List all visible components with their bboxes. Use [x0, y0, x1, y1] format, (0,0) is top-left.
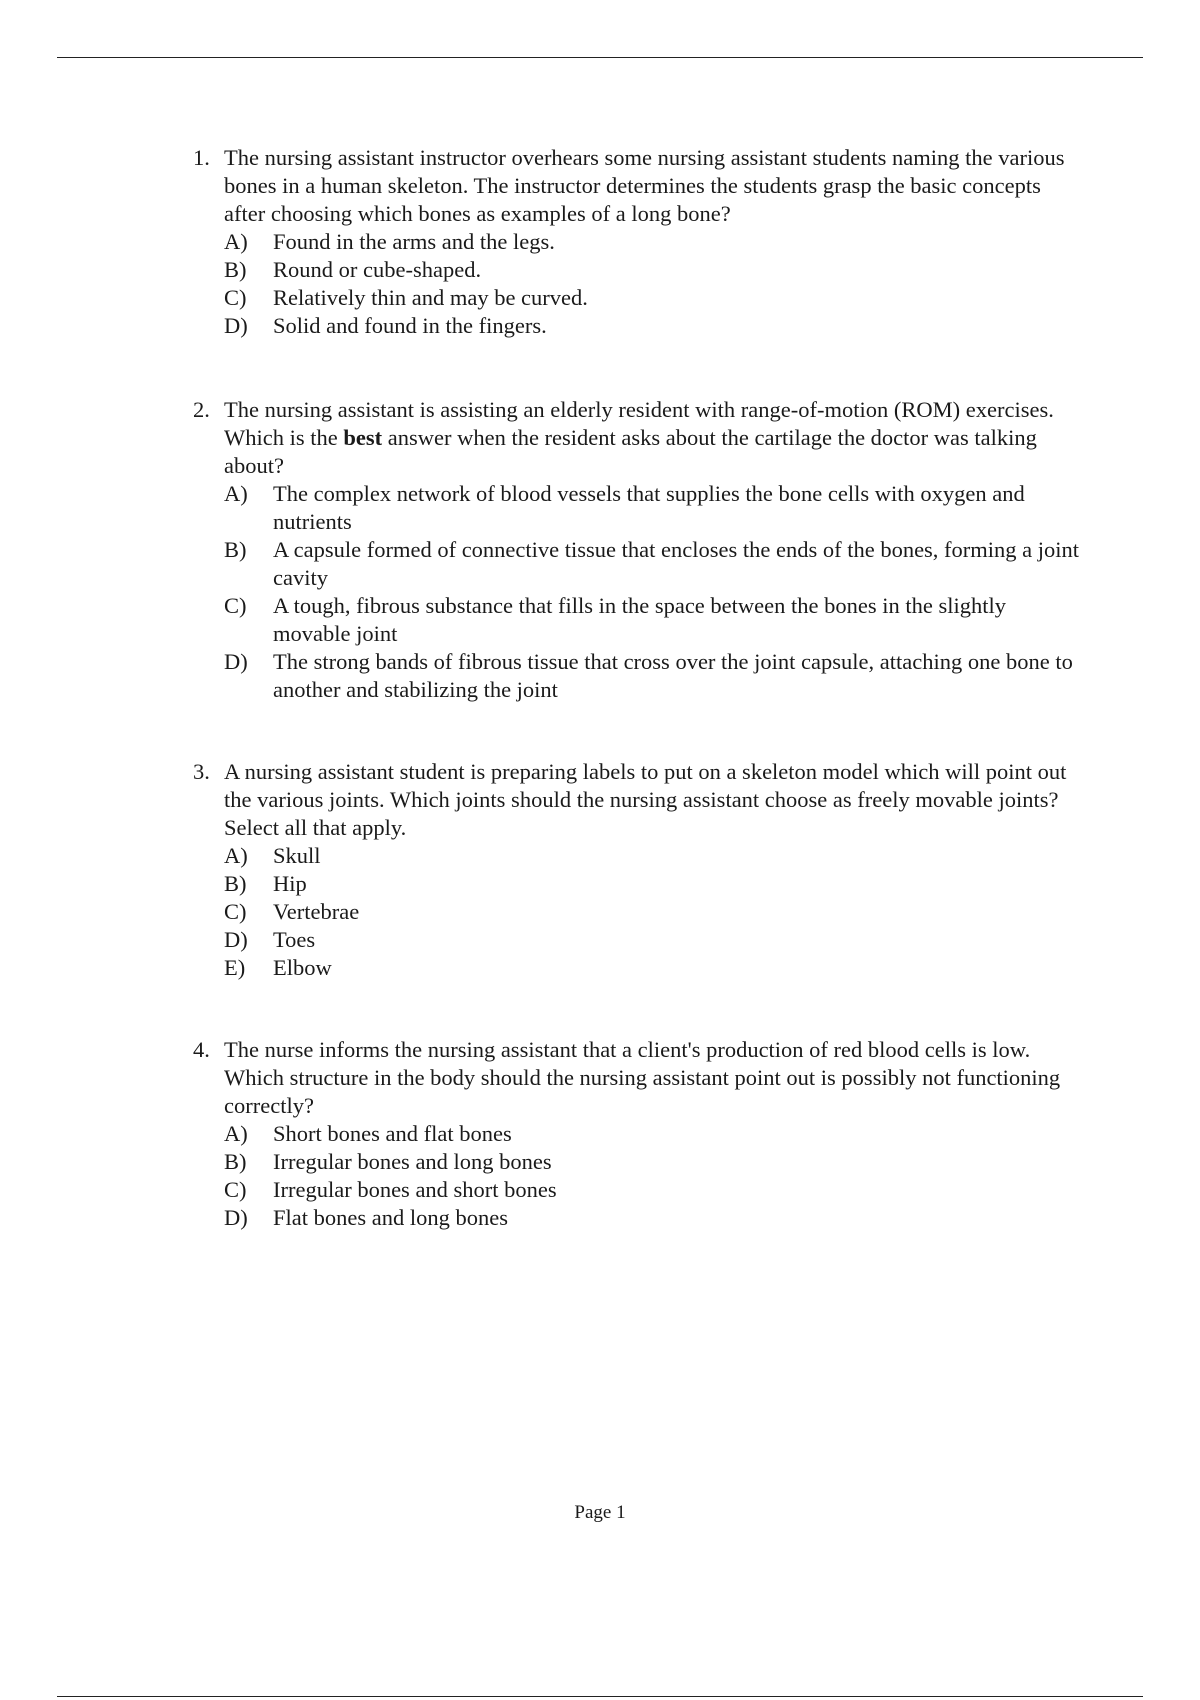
option-letter: D) — [224, 927, 248, 952]
answer-option[interactable] — [224, 256, 1093, 284]
answer-option[interactable] — [224, 898, 1093, 926]
emphasis-text: best — [343, 425, 383, 450]
option-letter: C) — [224, 899, 247, 924]
option-text: Hip — [273, 871, 307, 896]
option-letter: C) — [224, 1177, 247, 1202]
answer-option[interactable] — [224, 480, 1093, 536]
option-letter: B) — [224, 871, 247, 896]
option-text: Vertebrae — [273, 899, 360, 924]
option-letter: C) — [224, 593, 247, 618]
answer-option[interactable] — [224, 648, 1093, 704]
answer-options — [224, 842, 1093, 982]
answer-options — [224, 480, 1093, 704]
answer-option[interactable] — [224, 1148, 1093, 1176]
question-4 — [193, 1036, 1093, 1232]
answer-option[interactable] — [224, 228, 1093, 256]
option-letter: A) — [224, 229, 248, 254]
answer-option[interactable] — [224, 1176, 1093, 1204]
answer-option[interactable] — [224, 536, 1093, 592]
option-letter: B) — [224, 537, 247, 562]
option-letter: B) — [224, 1149, 247, 1174]
option-letter: D) — [224, 313, 248, 338]
option-text: Round or cube-shaped. — [273, 257, 482, 282]
answer-option[interactable] — [224, 926, 1093, 954]
answer-options — [224, 228, 1093, 340]
option-text: Skull — [273, 843, 321, 868]
answer-option[interactable] — [224, 1204, 1093, 1232]
option-text: A capsule formed of connective tissue that encloses the ends of the bones, forming a joint cavity — [273, 537, 1080, 590]
question-number: 1. — [193, 145, 210, 170]
question-text — [224, 396, 1086, 480]
option-text: Toes — [273, 927, 316, 952]
option-text: Relatively thin and may be curved. — [273, 285, 588, 310]
option-letter: A) — [224, 481, 248, 506]
question-number: 3. — [193, 759, 210, 784]
option-text: The complex network of blood vessels that supplies the bone cells with oxygen and nutrients — [273, 481, 1025, 534]
option-letter: D) — [224, 1205, 248, 1230]
question-1 — [193, 144, 1093, 340]
option-text: Found in the arms and the legs. — [273, 229, 555, 254]
option-letter: D) — [224, 649, 248, 674]
option-text: Solid and found in the fingers. — [273, 313, 547, 338]
option-text: Short bones and flat bones — [273, 1121, 512, 1146]
answer-option[interactable] — [224, 312, 1093, 340]
option-text: Elbow — [273, 955, 332, 980]
question-number: 2. — [193, 397, 210, 422]
answer-option[interactable] — [224, 592, 1093, 648]
page-number: Page 1 — [574, 1502, 626, 1523]
top-rule — [57, 57, 1143, 58]
question-text: The nurse informs the nursing assistant that a client's production of red blood cells is low. Which structure in the body should the nursing assistant point out is possibly not functioning correctly? — [224, 1037, 1061, 1118]
option-text: Irregular bones and short bones — [273, 1177, 557, 1202]
answer-option[interactable] — [224, 870, 1093, 898]
option-letter: A) — [224, 1121, 248, 1146]
option-text: Flat bones and long bones — [273, 1205, 508, 1230]
answer-option[interactable] — [224, 284, 1093, 312]
answer-option[interactable] — [224, 1120, 1093, 1148]
option-letter: E) — [224, 955, 246, 980]
question-number: 4. — [193, 1037, 210, 1062]
option-text: The strong bands of fibrous tissue that cross over the joint capsule, attaching one bone to another and stabilizing the joint — [273, 649, 1073, 702]
option-letter: A) — [224, 843, 248, 868]
bottom-rule — [57, 1696, 1143, 1697]
question-3 — [193, 758, 1093, 982]
option-text: Irregular bones and long bones — [273, 1149, 552, 1174]
option-text: A tough, fibrous substance that fills in the space between the bones in the slightly movable joint — [273, 593, 1006, 646]
question-text: The nursing assistant instructor overhears some nursing assistant students naming the various bones in a human skeleton. The instructor determines the students grasp the basic concepts after choosing which bones as examples of a long bone? — [224, 145, 1065, 226]
answer-options — [224, 1120, 1093, 1232]
option-letter: C) — [224, 285, 247, 310]
question-text: A nursing assistant student is preparing labels to put on a skeleton model which will point out the various joints. Which joints should the nursing assistant choose as freely movable joints? Select all that apply. — [224, 759, 1067, 840]
answer-option[interactable] — [224, 954, 1093, 982]
question-2 — [193, 396, 1093, 704]
question-text-part: answer when the resident asks about the cartilage the doctor was talking about? — [224, 425, 1037, 478]
answer-option[interactable] — [224, 842, 1093, 870]
question-text-part: The nursing assistant is assisting an elderly resident with range-of-motion (ROM) exercises. Which is the — [224, 397, 1054, 450]
option-letter: B) — [224, 257, 247, 282]
